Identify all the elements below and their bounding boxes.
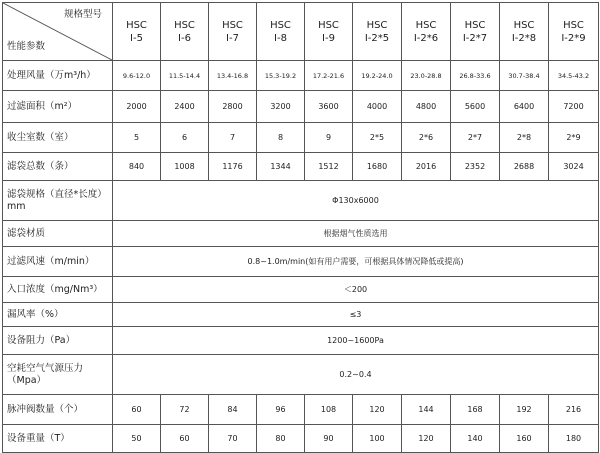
model-code: Ⅰ-8	[274, 32, 287, 44]
model-header-cell	[451, 3, 500, 61]
table-row	[3, 303, 599, 327]
table-cell: 2*6	[402, 123, 451, 153]
model-header-cell	[549, 3, 599, 61]
table-row	[3, 395, 599, 425]
table-cell: 216	[549, 395, 599, 425]
table-cell: 9.6-12.0	[113, 61, 161, 91]
row-label: 漏风率（%）	[3, 303, 113, 327]
model-code: Ⅰ-5	[130, 32, 143, 44]
model-code: Ⅰ-2*9	[561, 32, 586, 44]
model-header-cell	[353, 3, 402, 61]
table-cell: 19.2-24.0	[353, 61, 402, 91]
table-cell: 140	[451, 425, 500, 453]
table-cell: 4000	[353, 91, 402, 123]
header-row	[3, 3, 599, 61]
table-cell: 5	[113, 123, 161, 153]
row-label: 入口浓度（mg/Nm³）	[3, 277, 113, 303]
table-cell: 2*5	[353, 123, 402, 153]
model-prefix: HSC	[318, 19, 339, 31]
table-cell: 108	[305, 395, 353, 425]
model-prefix: HSC	[174, 19, 195, 31]
table-cell: 15.3-19.2	[257, 61, 305, 91]
table-cell: 192	[500, 395, 549, 425]
table-cell: 96	[257, 395, 305, 425]
table-cell: 120	[353, 395, 402, 425]
table-cell: 72	[161, 395, 209, 425]
spec-table	[2, 2, 599, 453]
row-label: 过滤风速（m/min）	[3, 247, 113, 277]
row-spanned-value: 0.2~0.4	[113, 355, 599, 395]
table-cell: 840	[113, 153, 161, 181]
table-row	[3, 355, 599, 395]
table-cell: 2000	[113, 91, 161, 123]
header-corner-cell	[3, 3, 113, 61]
table-cell: 26.8-33.6	[451, 61, 500, 91]
table-cell: 3024	[549, 153, 599, 181]
table-cell: 2352	[451, 153, 500, 181]
row-label: 设备重量（T）	[3, 425, 113, 453]
model-code: Ⅰ-6	[178, 32, 191, 44]
model-header-cell	[209, 3, 257, 61]
table-cell: 34.5-43.2	[549, 61, 599, 91]
table-row	[3, 425, 599, 453]
row-label: 滤袋规格（直径*长度）mm	[3, 181, 113, 221]
table-cell: 4800	[402, 91, 451, 123]
table-cell: 11.5-14.4	[161, 61, 209, 91]
model-header-cell	[161, 3, 209, 61]
row-label: 过滤面积（m²）	[3, 91, 113, 123]
table-cell: 1680	[353, 153, 402, 181]
table-cell: 168	[451, 395, 500, 425]
table-cell: 6400	[500, 91, 549, 123]
model-header-cell	[257, 3, 305, 61]
table-cell: 120	[402, 425, 451, 453]
table-cell: 70	[209, 425, 257, 453]
model-prefix: HSC	[563, 19, 584, 31]
table-cell: 1344	[257, 153, 305, 181]
row-spanned-value: 1200~1600Pa	[113, 327, 599, 355]
table-cell: 60	[113, 395, 161, 425]
table-cell: 1008	[161, 153, 209, 181]
table-row	[3, 247, 599, 277]
table-cell: 3600	[305, 91, 353, 123]
table-row	[3, 277, 599, 303]
table-cell: 5600	[451, 91, 500, 123]
model-header-cell	[500, 3, 549, 61]
model-prefix: HSC	[464, 19, 486, 31]
model-code: Ⅰ-2*8	[511, 32, 537, 44]
table-cell: 160	[500, 425, 549, 453]
table-cell: 50	[113, 425, 161, 453]
table-cell: 2016	[402, 153, 451, 181]
table-row	[3, 327, 599, 355]
table-cell: 30.7-38.4	[500, 61, 549, 91]
table-cell: 180	[549, 425, 599, 453]
table-cell: 144	[402, 395, 451, 425]
table-row	[3, 61, 599, 91]
table-cell: 60	[161, 425, 209, 453]
model-code: Ⅰ-2*5	[364, 32, 390, 44]
row-label: 空耗空气气源压力（Mpa）	[3, 355, 113, 395]
table-cell: 6	[161, 123, 209, 153]
table-cell: 90	[305, 425, 353, 453]
row-label: 设备阻力（Pa）	[3, 327, 113, 355]
model-code: Ⅰ-2*6	[413, 32, 439, 44]
corner-top-label: 规格型号	[63, 9, 102, 20]
model-code: Ⅰ-9	[322, 32, 335, 44]
table-cell: 1176	[209, 153, 257, 181]
table-cell: 2400	[161, 91, 209, 123]
table-row	[3, 91, 599, 123]
table-row	[3, 153, 599, 181]
table-cell: 84	[209, 395, 257, 425]
model-prefix: HSC	[513, 19, 535, 31]
table-cell: 23.0-28.8	[402, 61, 451, 91]
row-spanned-value: 根据烟气性质选用	[113, 221, 599, 247]
model-header-cell	[402, 3, 451, 61]
model-prefix: HSC	[270, 19, 291, 31]
table-cell: 9	[305, 123, 353, 153]
row-label: 脉冲阀数量（个）	[3, 395, 113, 425]
table-cell: 2*7	[451, 123, 500, 153]
table-cell: 7200	[549, 91, 599, 123]
model-prefix: HSC	[415, 19, 437, 31]
table-cell: 2*9	[549, 123, 599, 153]
row-label: 滤袋总数（条）	[3, 153, 113, 181]
model-code: Ⅰ-7	[226, 32, 239, 44]
table-cell: 13.4-16.8	[209, 61, 257, 91]
model-header-cell	[113, 3, 161, 61]
table-row	[3, 181, 599, 221]
model-prefix: HSC	[366, 19, 388, 31]
table-cell: 2*8	[500, 123, 549, 153]
table-cell: 3200	[257, 91, 305, 123]
model-code: Ⅰ-2*7	[462, 32, 488, 44]
table-cell: 8	[257, 123, 305, 153]
table-cell: 100	[353, 425, 402, 453]
row-spanned-value: ≤3	[113, 303, 599, 327]
model-prefix: HSC	[126, 19, 147, 31]
row-label: 滤袋材质	[3, 221, 113, 247]
table-cell: 1512	[305, 153, 353, 181]
table-cell: 2800	[209, 91, 257, 123]
table-cell: 7	[209, 123, 257, 153]
table-cell: 2688	[500, 153, 549, 181]
row-label: 处理风量（万m³/h）	[3, 61, 113, 91]
table-cell: 17.2-21.6	[305, 61, 353, 91]
model-header-cell	[305, 3, 353, 61]
corner-bottom-label: 性能参数	[7, 41, 46, 52]
row-spanned-value: 0.8~1.0m/min(如有用户需要，可根据具体情况降低或提高)	[113, 247, 599, 277]
table-row	[3, 221, 599, 247]
spec-table-body	[3, 3, 599, 453]
row-label: 收尘室数（室）	[3, 123, 113, 153]
row-spanned-value: ＜200	[113, 277, 599, 303]
table-row	[3, 123, 599, 153]
table-cell: 80	[257, 425, 305, 453]
row-spanned-value: Φ130x6000	[113, 181, 599, 221]
model-prefix: HSC	[222, 19, 243, 31]
